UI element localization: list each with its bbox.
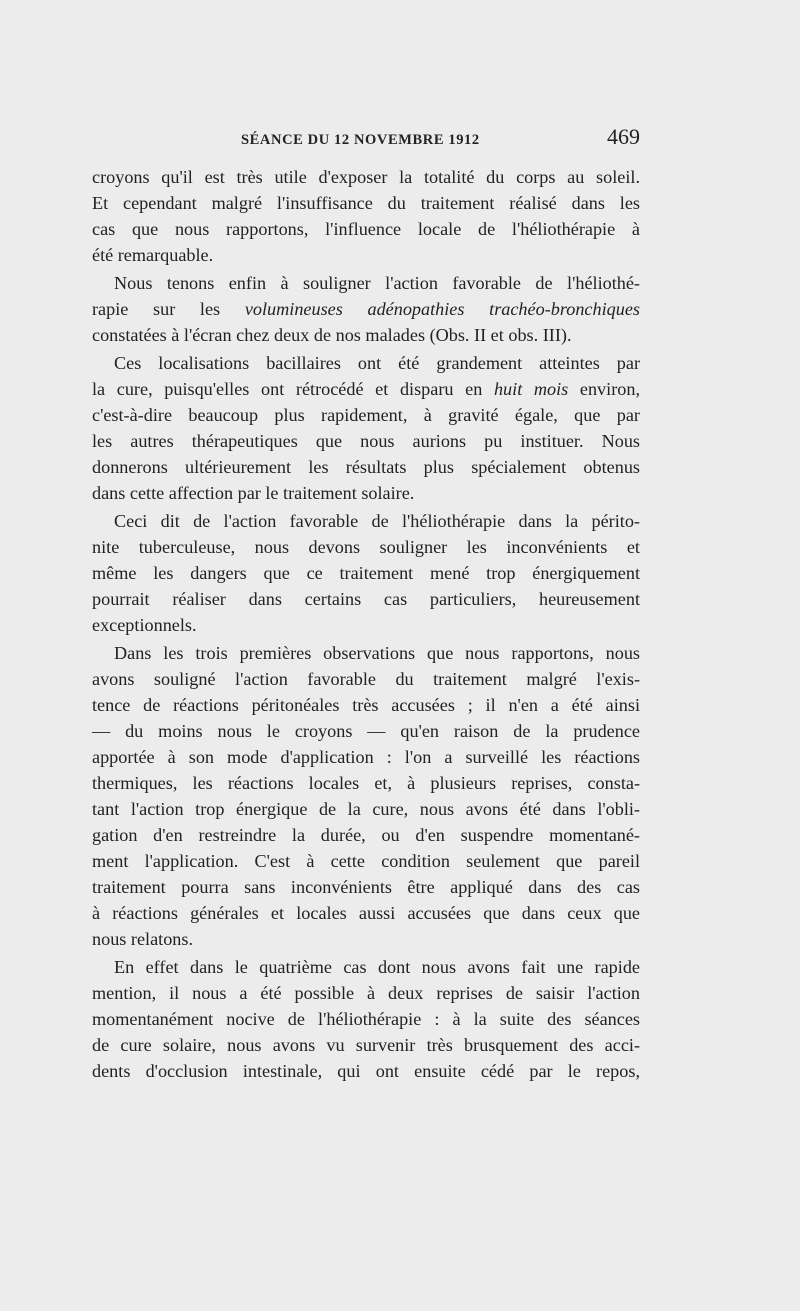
text-line: Dans les trois premières observations que nous rapportons, nous xyxy=(114,643,640,663)
italic-line: rapie sur les volumineuses adénopathies trachéo-bronchiques xyxy=(92,299,640,319)
paragraph-4 xyxy=(92,508,640,638)
text-line: été remarquable. xyxy=(92,245,214,265)
text-line: avons souligné l'action favorable du traitement malgré l'exis- xyxy=(92,669,640,689)
paragraph-1 xyxy=(92,164,640,268)
text-line: la cure, puisqu'elles ont rétrocédé et disparu en huit mois environ, xyxy=(92,379,640,399)
text-line: dans cette affection par le traitement solaire. xyxy=(92,483,415,503)
paragraph-5 xyxy=(92,640,640,952)
text-line: tence de réactions péritonéales très accusées ; il n'en a été ainsi xyxy=(92,695,640,715)
text-line: tant l'action trop énergique de la cure, nous avons été dans l'obli- xyxy=(92,799,640,819)
text-line: de cure solaire, nous avons vu survenir très brusquement des acci- xyxy=(92,1035,640,1055)
running-head: SÉANCE DU 12 NOVEMBRE 1912 xyxy=(241,132,480,148)
text-line: à réactions générales et locales aussi accusées que dans ceux que xyxy=(92,903,640,923)
page-number: 469 xyxy=(607,124,640,149)
italic-phrase: huit mois xyxy=(493,379,569,399)
text-line: thermiques, les réactions locales et, à plusieurs reprises, consta- xyxy=(92,773,640,793)
text-line: Ceci dit de l'action favorable de l'héliothérapie dans la périto- xyxy=(114,511,640,531)
text-line: En effet dans le quatrième cas dont nous avons fait une rapide xyxy=(114,957,640,977)
page-header xyxy=(92,124,640,156)
text-line: mention, il nous a été possible à deux reprises de saisir l'action xyxy=(92,983,640,1003)
text-line: Et cependant malgré l'insuffisance du traitement réalisé dans les xyxy=(92,193,640,213)
text-line: gation d'en restreindre la durée, ou d'en suspendre momentané- xyxy=(92,825,640,845)
text-line: les autres thérapeutiques que nous aurions pu instituer. Nous xyxy=(92,431,640,451)
body-text xyxy=(92,164,640,1084)
italic-phrase: volumineuses adénopathies trachéo-bronchiques xyxy=(244,299,640,319)
text-line: ment l'application. C'est à cette condition seulement que pareil xyxy=(92,851,640,871)
text-line: même les dangers que ce traitement mené trop énergiquement xyxy=(92,563,640,583)
text-line: — du moins nous le croyons — qu'en raison de la prudence xyxy=(92,721,640,741)
paragraph-3 xyxy=(92,350,640,506)
text-line: pourrait réaliser dans certains cas particuliers, heureusement xyxy=(92,589,640,609)
paragraph-6 xyxy=(92,954,640,1084)
text-line: donnerons ultérieurement les résultats plus spécialement obtenus xyxy=(92,457,640,477)
text-line: exceptionnels. xyxy=(92,615,197,635)
text-line: traitement pourra sans inconvénients être appliqué dans des cas xyxy=(92,877,640,897)
paragraph-2 xyxy=(92,270,640,348)
text-line: dents d'occlusion intestinale, qui ont ensuite cédé par le repos, xyxy=(92,1061,640,1081)
text-line: apportée à son mode d'application : l'on a surveillé les réactions xyxy=(92,747,640,767)
text-line: c'est-à-dire beaucoup plus rapidement, à gravité égale, que par xyxy=(92,405,640,425)
text-line: Ces localisations bacillaires ont été grandement atteintes par xyxy=(114,353,640,373)
text-line: nite tuberculeuse, nous devons souligner les inconvénients et xyxy=(92,537,640,557)
text-line: Nous tenons enfin à souligner l'action favorable de l'héliothé- xyxy=(114,273,640,293)
text-line: constatées à l'écran chez deux de nos malades (Obs. II et obs. III). xyxy=(92,325,572,345)
text-line: momentanément nocive de l'héliothérapie : à la suite des séances xyxy=(92,1009,640,1029)
text-line: croyons qu'il est très utile d'exposer la totalité du corps au soleil. xyxy=(92,167,640,187)
text-line: cas que nous rapportons, l'influence locale de l'héliothérapie à xyxy=(92,219,640,239)
text-line: nous relatons. xyxy=(92,929,194,949)
